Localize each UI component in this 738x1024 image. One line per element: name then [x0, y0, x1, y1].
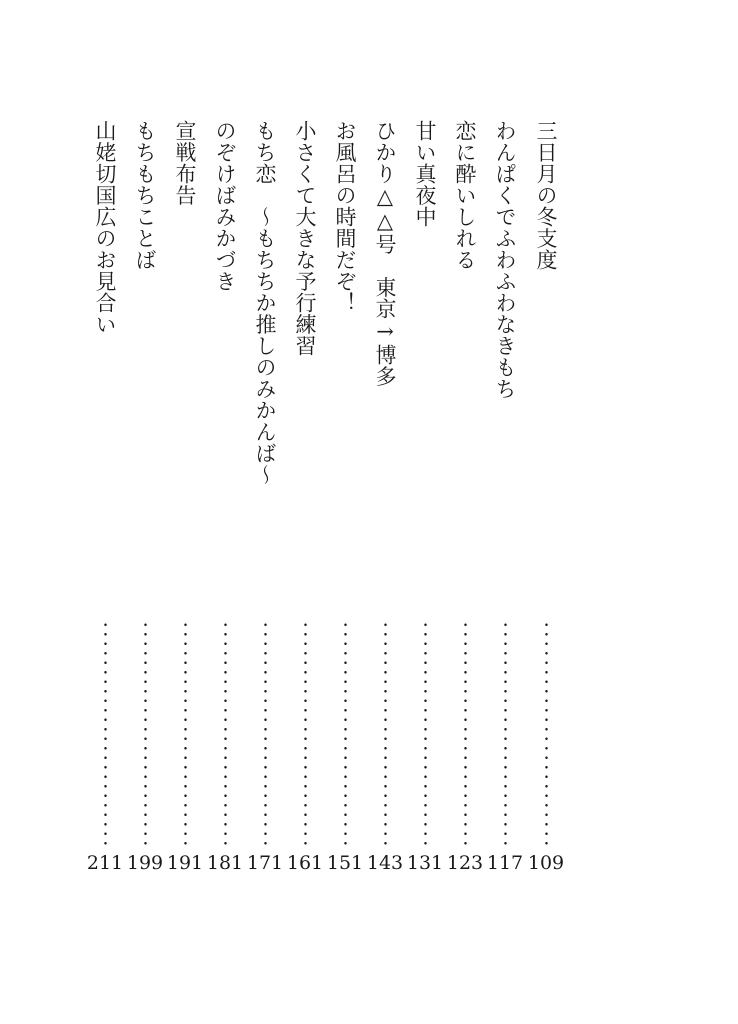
dot-leader: [464, 620, 467, 848]
toc-entry-title: 恋に酔いしれる: [453, 120, 477, 271]
toc-entry[interactable]: [326, 120, 364, 880]
toc-entry[interactable]: [166, 120, 204, 880]
dot-leader: [264, 620, 267, 848]
toc-entry-page-number: 211: [86, 852, 124, 874]
toc-entry-title: わんぱくでふわふわなきもち: [493, 120, 517, 400]
toc-entry-title: ひかり△△号 東京→博多: [373, 120, 397, 387]
toc-entry-page-number: 161: [286, 852, 324, 874]
toc-entry[interactable]: [206, 120, 244, 880]
toc-entry-title: 山姥切国広のお見合い: [93, 120, 117, 335]
toc-entry-page-number: 181: [206, 852, 244, 874]
toc-entry[interactable]: [86, 120, 124, 880]
toc-entry-page-number: 109: [527, 852, 565, 874]
toc-entry[interactable]: [126, 120, 164, 880]
toc-entry-page-number: 143: [366, 852, 404, 874]
toc-entry[interactable]: [366, 120, 404, 880]
dot-leader: [184, 620, 187, 848]
toc-entry-title: お風呂の時間だぞ！: [333, 120, 357, 314]
dot-leader: [224, 620, 227, 848]
toc-entry[interactable]: [446, 120, 484, 880]
toc-entry-page-number: 191: [166, 852, 204, 874]
dot-leader: [304, 620, 307, 848]
toc-entry[interactable]: [486, 120, 524, 880]
dot-leader: [144, 620, 147, 848]
toc-entry-page-number: 123: [446, 852, 484, 874]
toc-entry-title: もちもちことば: [133, 120, 157, 271]
toc-entry-title: 甘い真夜中: [413, 120, 437, 228]
toc-entry-title: もち恋 〜もちちか推しのみかんば〜: [253, 120, 277, 486]
dot-leader: [424, 620, 427, 848]
dot-leader: [504, 620, 507, 848]
dot-leader: [344, 620, 347, 848]
toc-entry-page-number: 117: [486, 852, 524, 874]
toc-entry-page-number: 151: [326, 852, 364, 874]
dot-leader: [545, 620, 548, 848]
toc-entry-title: 宣戦布告: [173, 120, 197, 206]
dot-leader: [104, 620, 107, 848]
dot-leader: [384, 620, 387, 848]
toc-entry[interactable]: [527, 120, 565, 880]
toc-entry-title: 三日月の冬支度: [534, 120, 558, 271]
toc-entry-page-number: 199: [126, 852, 164, 874]
toc-entry-title: 小さくて大きな予行練習: [293, 120, 317, 357]
toc-entry-page-number: 171: [246, 852, 284, 874]
toc-entry-title: のぞけばみかづき: [213, 120, 237, 292]
toc-entry[interactable]: [286, 120, 324, 880]
toc-entry-page-number: 131: [406, 852, 444, 874]
toc-entry[interactable]: [246, 120, 284, 880]
toc-entry[interactable]: [406, 120, 444, 880]
